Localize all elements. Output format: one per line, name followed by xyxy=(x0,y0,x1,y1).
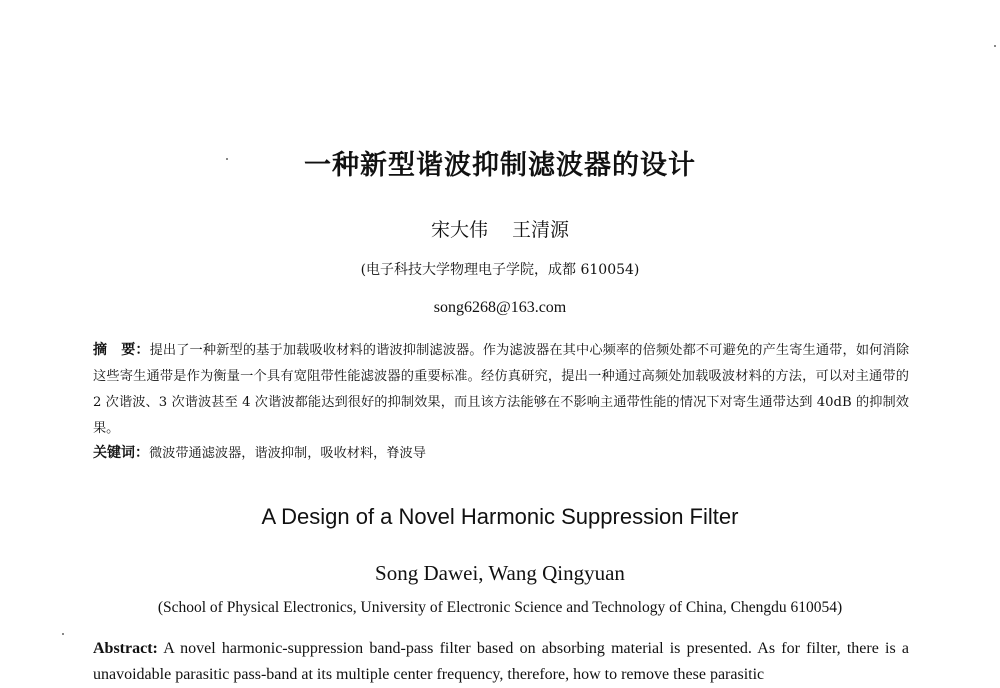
chinese-authors: 宋大伟 王清源 xyxy=(430,219,570,241)
english-authors: Song Dawei, Wang Qingyuan xyxy=(375,561,625,585)
chinese-keywords-text: 微波带通滤波器，谐波抑制，吸收材料，脊波导 xyxy=(149,446,426,461)
english-abstract xyxy=(93,636,909,688)
chinese-abstract-text: 提出了一种新型的基于加载吸收材料的谐波抑制滤波器。作为滤波器在其中心频率的倍频处都不可避免的产生寄生通带，如何消除这些寄生通带是作为衡量一个具有宽阻带性能滤波器的重要标准。经仿真研究，提出一种通过高频处加载吸波材料的方法，可以对主通带的 2 次谐波、3 次谐波甚至 4 次谐波都能达到很好的抑制效果，而且该方法能够在不影响主通带性能的情况下对寄生通带达到 40dB 的抑制效果。 xyxy=(93,343,910,436)
scan-speck xyxy=(62,633,64,635)
english-abstract-label: Abstract: xyxy=(93,640,158,657)
chinese-abstract xyxy=(93,337,909,442)
chinese-title: 一种新型谐波抑制滤波器的设计 xyxy=(304,150,696,181)
chinese-keywords-label: 关键词： xyxy=(93,445,149,461)
author-email: song6268@163.com xyxy=(433,299,567,316)
scan-speck xyxy=(226,158,228,160)
english-affiliation: (School of Physical Electronics, University of Electronic Science and Technology of China, Chengdu 610054) xyxy=(157,599,843,616)
chinese-keywords xyxy=(93,441,909,466)
chinese-affiliation: (电子科技大学物理电子学院，成都 610054) xyxy=(360,262,640,278)
chinese-abstract-label: 摘 要： xyxy=(93,342,150,358)
english-abstract-text: A novel harmonic-suppression band-pass filter based on absorbing material is presented. As for filter, there is a unavoidable parasitic pass-band at its multiple center frequency, therefore, how to remove these parasitic xyxy=(93,640,909,683)
english-title: A Design of a Novel Harmonic Suppression Filter xyxy=(261,504,739,529)
scan-speck xyxy=(994,45,996,47)
